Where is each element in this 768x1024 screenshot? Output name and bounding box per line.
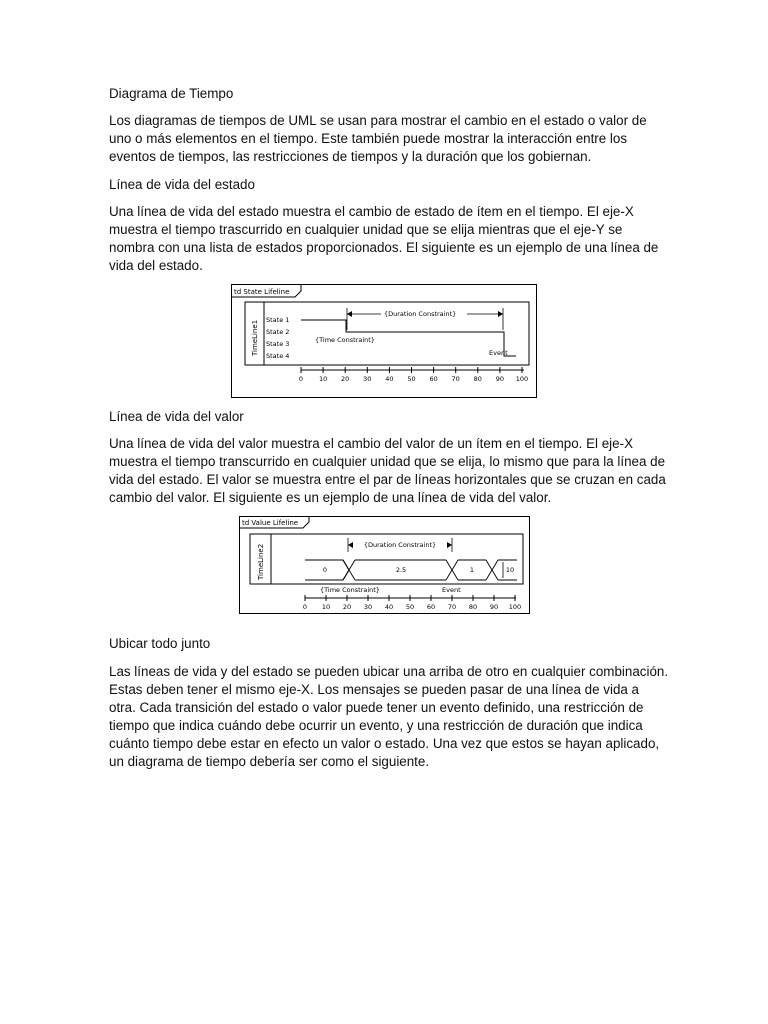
axis-tick-label: 40 bbox=[385, 375, 394, 383]
state-lifeline-diagram bbox=[231, 284, 537, 398]
axis-tick-label: 80 bbox=[473, 375, 482, 383]
value-label: 2.5 bbox=[395, 566, 407, 574]
state-label: State 2 bbox=[266, 328, 290, 336]
axis-tick-label: 60 bbox=[426, 603, 436, 611]
intro-paragraph: Los diagramas de tiempos de UML se usan para mostrar el cambio en el estado o valor de uno o más elementos en el tiempo. Este también puede mostrar la interacción entre los eventos de tiempos, las restricciones de tiempos y la duración que los gobiernan. bbox=[109, 113, 647, 164]
state-label: State 4 bbox=[266, 352, 290, 360]
frame-label: td Value Lifeline bbox=[242, 519, 299, 527]
axis-tick-label: 90 bbox=[495, 375, 505, 383]
value-label: 0 bbox=[322, 566, 328, 574]
lifeline-label: TimeLine2 bbox=[257, 543, 265, 580]
axis-tick-label: 30 bbox=[363, 375, 372, 383]
together-paragraph: Las líneas de vida y del estado se pueden ubicar una arriba de otro en cualquier combinación. Estas deben tener el mismo eje-X. Los mensajes se pueden pasar de una línea de vida a otra. Cada transición del estado o valor puede tener un evento definido, una restricción de tiempo que indica cuándo debe ocurrir un evento, y una restricción de duración que indica cuánto tiempo debe estar en efecto un valor o estado. Una vez que estos se hayan aplicado, un diagrama de tiempo debería ser como el siguiente. bbox=[109, 664, 669, 769]
axis-tick-label: 70 bbox=[451, 375, 460, 383]
duration-constraint-label: {Duration Constraint} bbox=[363, 541, 437, 549]
value-lifeline-paragraph: Una línea de vida del valor muestra el cambio del valor de un ítem en el tiempo. El eje-X muestra el tiempo transcurrido en cualquier unidad que se elija, lo mismo que para la línea de vida del estado. El valor se muestra entre el par de líneas horizontales que se cruzan en cada cambio del valor. El siguiente es un ejemplo de una línea de vida del valor. bbox=[109, 436, 666, 505]
event-label: Event bbox=[442, 586, 461, 594]
axis-tick-label: 20 bbox=[341, 375, 350, 383]
axis-tick-label: 40 bbox=[384, 603, 394, 611]
duration-constraint-label: {Duration Constraint} bbox=[384, 310, 457, 318]
document-title: Diagrama de Tiempo bbox=[109, 86, 234, 101]
axis-tick-label: 70 bbox=[447, 603, 457, 611]
value-lifeline-diagram bbox=[239, 516, 530, 614]
axis-tick-label: 10 bbox=[318, 375, 328, 383]
axis-tick-label: 50 bbox=[405, 603, 415, 611]
axis-tick-label: 90 bbox=[489, 603, 499, 611]
axis-tick-label: 60 bbox=[429, 375, 438, 383]
frame-label: td State Lifeline bbox=[234, 288, 290, 296]
axis-tick-label: 30 bbox=[363, 603, 373, 611]
axis-tick-label: 0 bbox=[298, 375, 304, 383]
state-label: State 3 bbox=[266, 340, 290, 348]
axis-tick-label: 10 bbox=[321, 603, 331, 611]
state-label: State 1 bbox=[266, 316, 290, 324]
value-label: 1 bbox=[469, 566, 475, 574]
value-lifeline-heading: Línea de vida del valor bbox=[109, 409, 244, 424]
axis-tick-label: 0 bbox=[302, 603, 308, 611]
together-heading: Ubicar todo junto bbox=[109, 636, 211, 651]
axis-tick-label: 100 bbox=[515, 375, 529, 383]
axis-tick-label: 20 bbox=[342, 603, 352, 611]
state-lifeline-heading: Línea de vida del estado bbox=[109, 177, 255, 192]
axis-tick-label: 100 bbox=[508, 603, 522, 611]
time-constraint-label: {Time Constraint} bbox=[320, 586, 380, 594]
lifeline-label: TimeLine1 bbox=[251, 319, 259, 356]
axis-tick-label: 50 bbox=[407, 375, 416, 383]
axis-tick-label: 80 bbox=[468, 603, 478, 611]
state-lifeline-paragraph: Una línea de vida del estado muestra el cambio de estado de ítem en el tiempo. El eje-X muestra el tiempo trascurrido en cualquier unidad que se elija mientras que el eje-Y se nombra con una lista de estados proporcionados. El siguiente es un ejemplo de una línea de vida del estado. bbox=[109, 204, 659, 273]
value-label: 10 bbox=[505, 566, 515, 574]
event-label: Event bbox=[489, 349, 508, 357]
time-constraint-label: {Time Constraint} bbox=[315, 336, 375, 344]
